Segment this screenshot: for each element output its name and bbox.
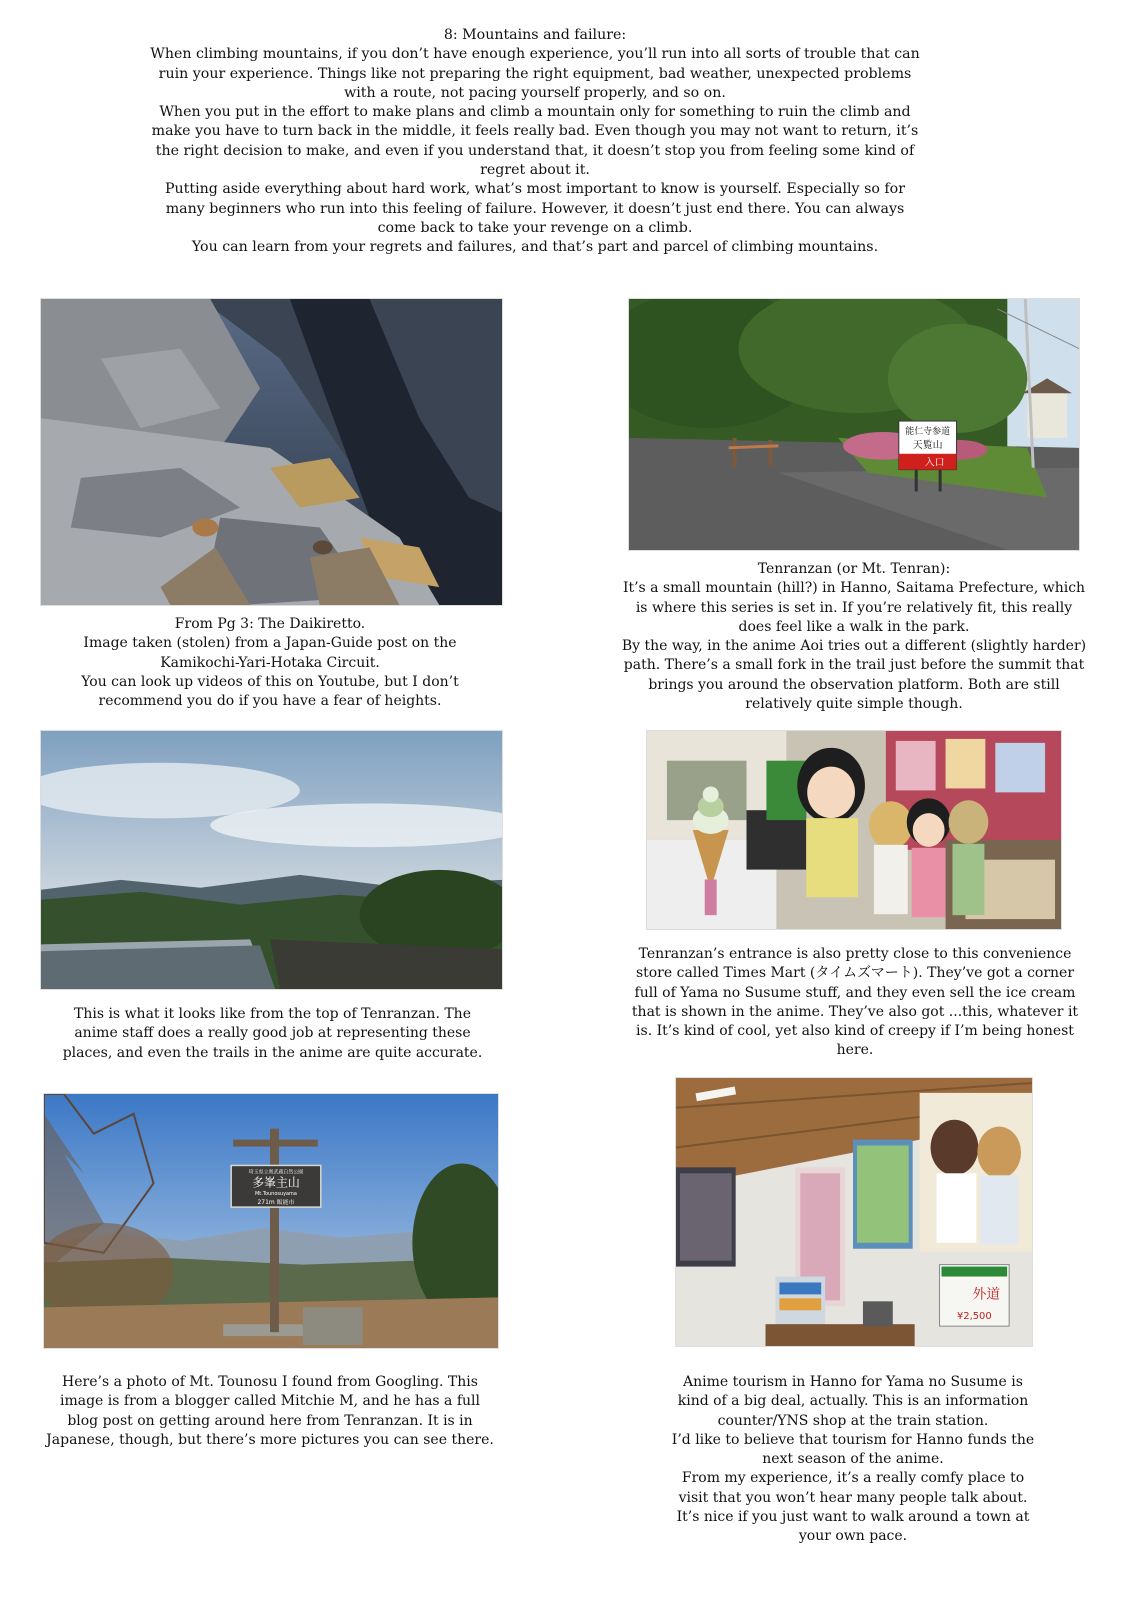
caption-line: This is what it looks like from the top of Tenranzan. The anime staff does a really good job at representing these places, and even the trails in the anime are quite accurate. <box>62 1006 483 1061</box>
intro-paragraph: Putting aside everything about hard work, what’s most important to know is yourself. Especially so for many beginners who run into this feeling of failure. However, it doesn’t just end there. You can always come back to take your revenge on a climb. <box>165 181 905 236</box>
info-counter-caption <box>668 1373 1038 1547</box>
sign-roman-text: Mt.Tounosuyama <box>255 1191 297 1198</box>
caption-line: From Pg 3: The Daikiretto. <box>174 616 366 632</box>
sign-bottom-text: 271m 飯能市 <box>257 1199 295 1207</box>
tounosu-caption <box>45 1373 495 1450</box>
sign-line-1: 能仁寺参道 <box>905 426 951 437</box>
intro-section <box>150 26 920 258</box>
caption-line: It’s a small mountain (hill?) in Hanno, Saitama Prefecture, which is where this series is set in. If you’re relatively fit, this really does feel like a walk in the park. <box>622 580 1086 635</box>
caption-line: Tenranzan’s entrance is also pretty close to this convenience store called Times Mart (タイムズマート). They’ve got a corner full of Yama no Susume stuff, and they even sell the ice cream that is shown in the anime. They’ve also got ...this, whatever it is. It’s kind of cool, yet also kind of creepy if I’m being honest here. <box>631 946 1079 1059</box>
intro-heading: 8: Mountains and failure: <box>443 27 627 43</box>
daikiretto-caption <box>60 615 480 711</box>
tounosu-photo <box>43 1093 499 1349</box>
caption-line: From my experience, it’s a really comfy place to visit that you won’t hear many people talk about. It’s nice if you just want to walk around a town at your own pace. <box>676 1470 1030 1545</box>
caption-line: By the way, in the anime Aoi tries out a different (slightly harder) path. There’s a small fork in the trail just before the summit that brings you around the observation platform. Both are still relatively quite simple though. <box>621 638 1087 713</box>
caption-line: Image taken (stolen) from a Japan-Guide post on the Kamikochi-Yari-Hotaka Circuit. <box>83 635 457 671</box>
caption-line: Anime tourism in Hanno for Yama no Susume is kind of a big deal, actually. This is an information counter/YNS shop at the train station. <box>677 1374 1029 1429</box>
caption-line: You can look up videos of this on Youtube, but I don’t recommend you do if you have a fear of heights. <box>81 673 459 710</box>
caption-line: I’d like to believe that tourism for Hanno funds the next season of the anime. <box>671 1431 1035 1468</box>
tenranzan-caption <box>620 560 1088 714</box>
poster-label-text: 外道 <box>972 1286 1001 1303</box>
daikiretto-photo <box>40 298 503 606</box>
intro-paragraph: When climbing mountains, if you don’t have enough experience, you’ll run into all sorts of trouble that can ruin your experience. Things like not preparing the right equipment, bad weather, unexpected problems with a route, not pacing yourself properly, and so on. <box>150 46 920 101</box>
intro-paragraph: When you put in the effort to make plans and climb a mountain only for something to ruin the climb and make you have to turn back in the middle, it feels really bad. Even though you may not want to return, it’s the right decision to make, and even if you understand that, it doesn’t stop you from feeling some kind of regret about it. <box>151 104 919 179</box>
price-label-text: ¥2,500 <box>956 1311 992 1323</box>
intro-paragraph: You can learn from your regrets and failures, and that’s part and parcel of climbing mountains. <box>191 239 879 256</box>
sign-line-2: 天覧山 <box>912 439 943 451</box>
summit-view-photo <box>40 730 503 990</box>
sign-entrance: 入口 <box>924 457 945 469</box>
sign-main-text: 多峯主山 <box>252 1175 300 1190</box>
summit-view-caption <box>55 1005 490 1063</box>
times-mart-caption <box>625 945 1085 1061</box>
sign-small-text: 埼玉県立奥武蔵自然公園 <box>248 1169 304 1176</box>
caption-line: Here’s a photo of Mt. Tounosu I found from Googling. This image is from a blogger called Mitchie M, and he has a full blog post on getting around here from Tenranzan. It is in Japanese, though, but there’s more pictures you can see there. <box>46 1374 494 1448</box>
caption-line: Tenranzan (or Mt. Tenran): <box>757 561 951 577</box>
times-mart-photo <box>646 730 1062 930</box>
info-counter-photo <box>675 1077 1033 1347</box>
tenranzan-entrance-photo <box>628 298 1080 551</box>
